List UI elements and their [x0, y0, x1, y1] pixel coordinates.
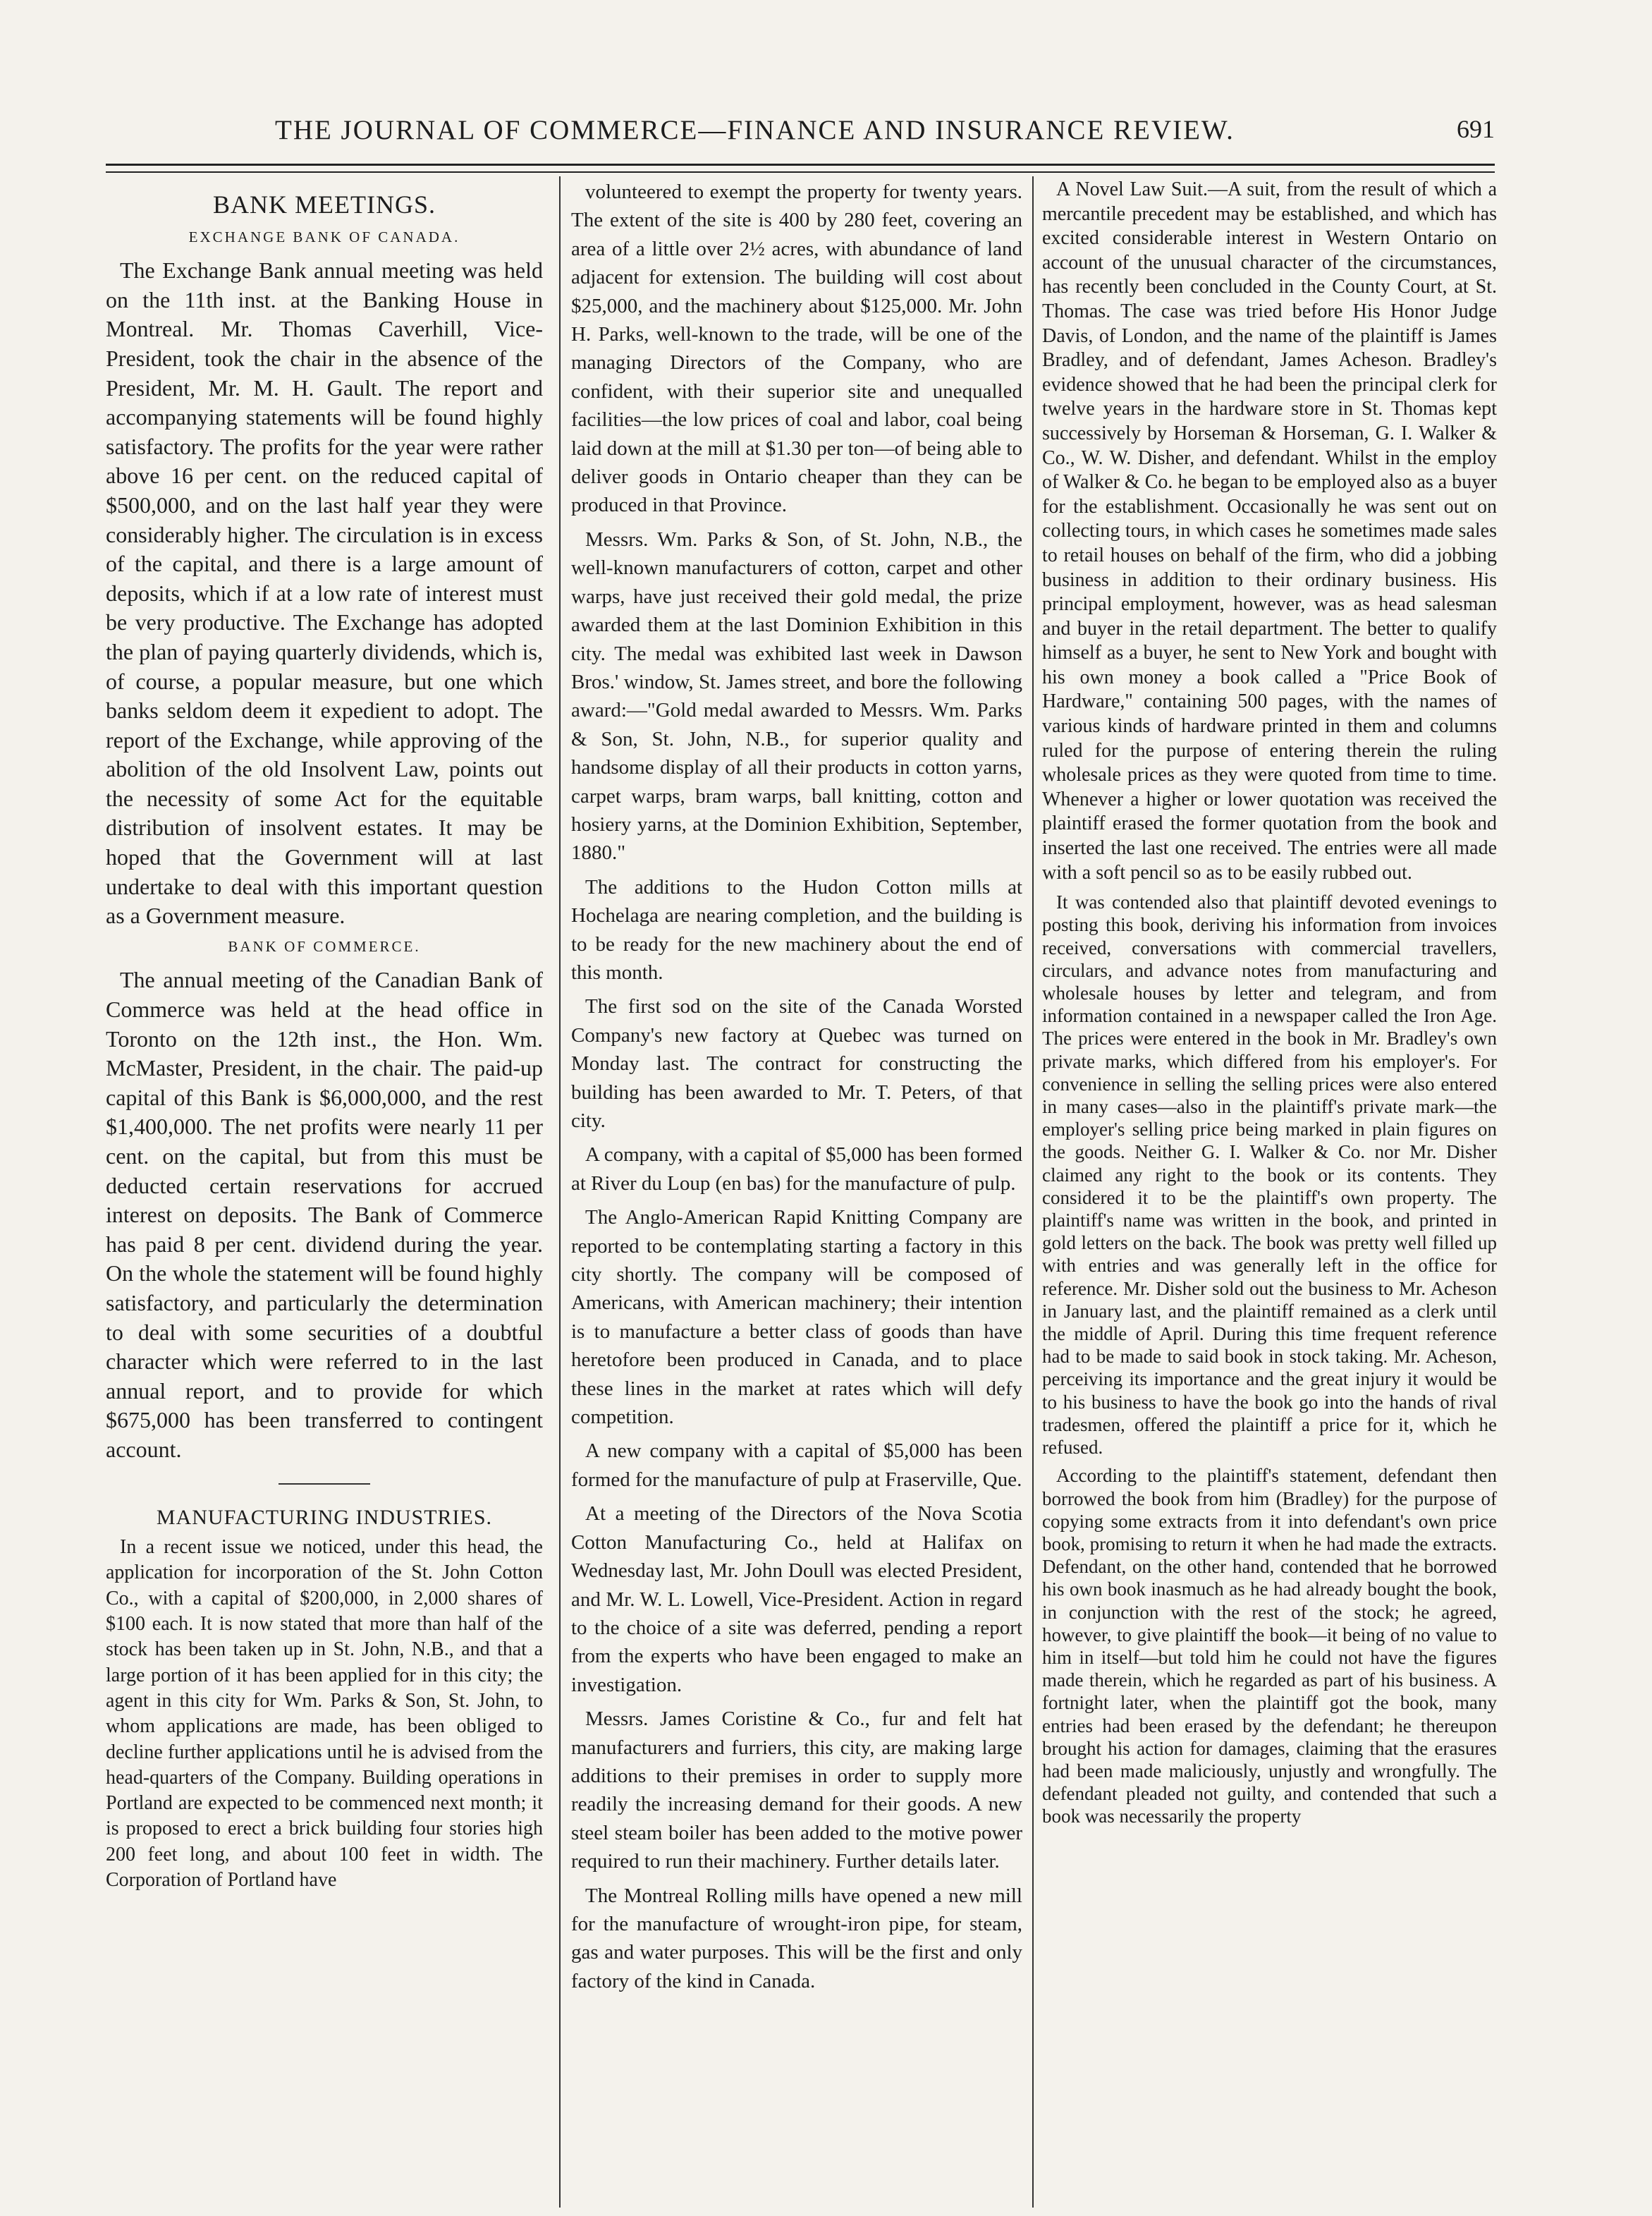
article-paragraph: The annual meeting of the Canadian Bank of Commerce was held at the head office in Toronto on the 12th inst., the Hon. Wm. McMaster, President, in the chair. The paid-up capital of this Bank is $6,000,000, and the rest $1,400,000. The net profits were nearly 11 per cent. on the capital, but from this must be deducted certain reservations for accrued interest on deposits. The Bank of Commerce has paid 8 per cent. dividend during the year. On the whole the statement will be found highly satisfactory, and particularly the determination to deal with some securities of a doubtful character which were referred to in the last annual report, and to provide for which $675,000 has been transferred to contingent account. [106, 967, 543, 1462]
article-paragraph: A new company with a capital of $5,000 has been formed for the manufacture of pulp at Fraserville, Que. [571, 1439, 1022, 1491]
section-divider [279, 1483, 370, 1485]
article-paragraph: In a recent issue we noticed, under this head, the application for incorporation of the St. John Cotton Co., with a capital of $200,000, in 2,000 shares of $100 each. It is now stated that more than half of the stock has been taken up in St. John, N.B., and that a large portion of it has been applied for in this city; the agent in this city for Wm. Parks & Son, St. John, to whom applications are made, has been obliged to decline further applications until he is advised from the head-quarters of the Company. Building operations in Portland are expected to be commenced next month; it is proposed to erect a brick building four stories high 200 feet long, and about 100 feet in width. The Corporation of Portland have [106, 1536, 543, 1891]
page-header [106, 114, 1495, 157]
journal-title: THE JOURNAL OF COMMERCE—FINANCE AND INSURANCE REVIEW. [275, 115, 1235, 145]
article-paragraph: The Montreal Rolling mills have opened a new mill for the manufacture of wrought-iron pipe, for steam, gas and water purposes. This will be the first and only factory of the kind in Canada. [571, 1884, 1022, 1992]
article-paragraph: The Anglo-American Rapid Knitting Company are reported to be contemplating starting a factory in this city shortly. The company will be composed of Americans, with American machinery; their intention is to manufacture a better class of goods than have heretofore been produced in Canada, and to place these lines in the market at rates which will defy competition. [571, 1206, 1022, 1429]
column-2 [571, 178, 1022, 2202]
section-heading-manufacturing: MANUFACTURING INDUSTRIES. [156, 1505, 493, 1529]
subheading-exchange-bank: EXCHANGE BANK OF CANADA. [188, 228, 460, 245]
article-paragraph: Messrs. Wm. Parks & Son, of St. John, N.B., the well-known manufacturers of cotton, carpet and other warps, have just received their gold medal, the prize awarded them at the last Dominion Exhibition in this city. The medal was exhibited last week in Dawson Bros.' window, St. James street, and bore the following award:—"Gold medal awarded to Messrs. Wm. Parks & Son, St. John, N.B., for superior quality and handsome display of all their products in cotton yarns, carpet warps, bram warps, ball knitting, cotton and hosiery yarns, at the Dominion Exhibition, September, 1880." [571, 528, 1022, 865]
article-paragraph: It was contended also that plaintiff devoted evenings to posting this book, deriving his information from invoices received, conversations with commercial travellers, circulars, and advance notes from manufacturing and wholesale houses by letter and telegram, and from information contained in a newspaper called the Iron Age. The prices were entered in the book in Mr. Bradley's own private marks, which differed from his employer's. For convenience in selling the selling prices were also entered in many cases—also in the plaintiff's private mark—the employer's selling price being marked in plain figures on the goods. Neither G. I. Walker & Co. nor Mr. Disher claimed any right to the book or its contents. They considered it to be the plaintiff's own property. The plaintiff's name was written in the book, and printed in gold letters on the back. The book was pretty well filled up with entries and was generally left in the office for reference. Mr. Disher sold out the business to Mr. Acheson in January last, and the plaintiff remained as a clerk until the middle of April. During this time frequent reference had to be made to said book in stock taking. Mr. Acheson, perceiving its importance and the great injury it would be to his business to have the book go into the hands of rival tradesmen, offered the plaintiff a price for it, which he refused. [1042, 891, 1497, 1459]
column-divider-2 [1032, 176, 1034, 2208]
article-paragraph: The Exchange Bank annual meeting was held on the 11th inst. at the Banking House in Montreal. Mr. Thomas Caverhill, Vice-President, took the chair in the absence of the President, Mr. M. H. Gault. The report and accompanying statements will be found highly satisfactory. The profits for the year were rather above 16 per cent. on the reduced capital of $500,000, and on the last half year they were considerably higher. The circulation is in excess of the capital, and there is a large amount of deposits, which if at a low rate of interest must be very productive. The Exchange has adopted the plan of paying quarterly dividends, which is, of course, a popular measure, but one which banks seldom deem it expedient to adopt. The report of the Exchange, while approving of the abolition of the old Insolvent Law, points out the necessity of some Act for the equitable distribution of insolvent estates. It may be hoped that the Government will at last undertake to deal with this important question as a Government measure. [106, 257, 543, 929]
column-3 [1042, 178, 1497, 2202]
article-paragraph: The additions to the Hudon Cotton mills at Hochelaga are nearing completion, and the building is to be ready for the new machinery about the end of this month. [571, 875, 1022, 984]
article-paragraph: According to the plaintiff's statement, defendant then borrowed the book from him (Bradley) for the purpose of copying some extracts from it into defendant's own price book, promising to return it when he had made the extracts. Defendant, on the other hand, contended that he borrowed his own book inasmuch as he had already bought the book, in conjunction with the rest of the stock; he agreed, however, to give plaintiff the book—it being of no value to him in itself—but told him he could not have the figures made therein, which he regarded as part of his business. A fortnight later, when the plaintiff got the book, many entries had been erased by the defendant; he thereupon brought his action for damages, claiming that the erasures had been made maliciously, unjustly and wrongfully. The defendant pleaded not guilty, and contended that such a book was necessarily the property [1042, 1465, 1497, 1827]
article-paragraph: At a meeting of the Directors of the Nova Scotia Cotton Manufacturing Co., held at Halifax on Wednesday last, Mr. John Doull was elected President, and Mr. W. L. Lowell, Vice-President. Action in regard to the choice of a site was deferred, pending a report from the experts who have been engaged to make an investigation. [571, 1502, 1022, 1696]
article-paragraph: volunteered to exempt the property for twenty years. The extent of the site is 400 by 280 feet, covering an area of a little over 2½ acres, with abundance of land adjacent for extension. The building will cost about $25,000, and the machinery about $125,000. Mr. John H. Parks, well-known to the trade, will be one of the managing Directors of the Company, who are confident, with their superior site and unequalled facilities—the low prices of coal and labor, coal being laid down at the mill at $1.30 per ton—of being able to deliver goods in Ontario cheaper than they can be produced in that Province. [571, 181, 1022, 517]
subheading-bank-of-commerce: BANK OF COMMERCE. [228, 937, 421, 955]
article-paragraph: Messrs. James Coristine & Co., fur and felt hat manufacturers and furriers, this city, are making large additions to their premises in order to supply more readily the increasing demand for their goods. A new steel steam boiler has been added to the motive power required to run their machinery. Further details later. [571, 1707, 1022, 1873]
article-paragraph: The first sod on the site of the Canada Worsted Company's new factory at Quebec was turned on Monday last. The contract for constructing the building has been awarded to Mr. T. Peters, of that city. [571, 995, 1022, 1132]
header-rule-thick [106, 164, 1495, 166]
column-divider-1 [559, 176, 561, 2208]
article-paragraph: A company, with a capital of $5,000 has been formed at River du Loup (en bas) for the manufacture of pulp. [571, 1143, 1022, 1195]
column-1 [106, 178, 543, 2181]
page-number: 691 [1457, 115, 1495, 143]
header-rule-thin [106, 171, 1495, 173]
article-paragraph: A Novel Law Suit.—A suit, from the result of which a mercantile precedent may be established, and which has excited considerable interest in Western Ontario on account of the unusual character of the circumstances, has recently been concluded in the County Court, at St. Thomas. The case was tried before His Honor Judge Davis, of London, and the name of the plaintiff is James Bradley, and of defendant, James Acheson. Bradley's evidence showed that he had been the principal clerk for twelve years in the hardware store in St. Thomas kept successively by Horseman & Horseman, G. I. Walker & Co., W. W. Disher, and defendant. Whilst in the employ of Walker & Co. he began to be employed also as a buyer for the establishment. Occasionally he was sent out on collecting tours, in which cases he sometimes made sales to retail houses on behalf of the firm, who did a jobbing business in addition to their ordinary business. His principal employment, however, was as head salesman and buyer in the retail department. The better to qualify himself as a buyer, he sent to New York and bought with his own money a book called a "Price Book of Hardware," containing 500 pages, with the names of various kinds of hardware printed in them and columns ruled for the purpose of entering therein the ruling wholesale prices as they were quoted from time to time. Whenever a higher or lower quotation was received the plaintiff erased the former quotation from the book and inserted the last one received. The entries were all made with a soft pencil so as to be easily rubbed out. [1042, 178, 1497, 884]
section-heading-bank-meetings: BANK MEETINGS. [213, 190, 436, 219]
